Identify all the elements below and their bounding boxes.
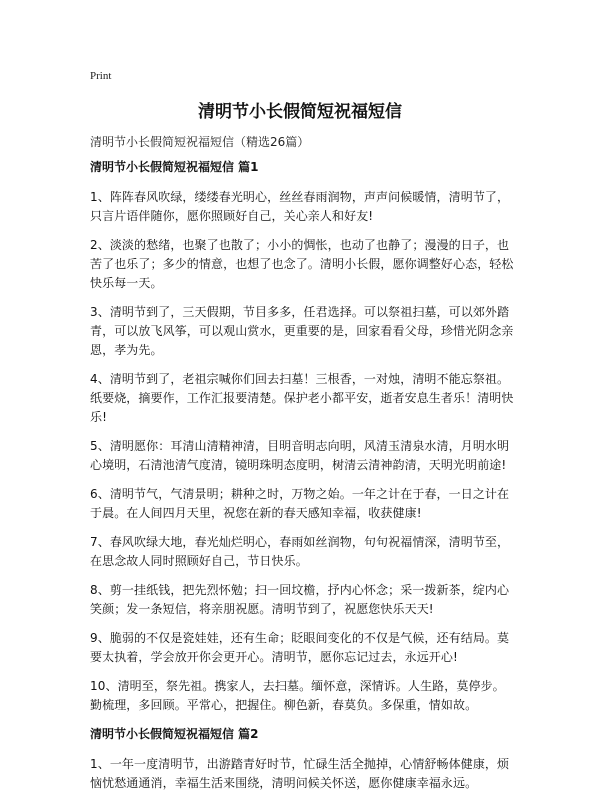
- paragraph: 4、清明节到了，老祖宗喊你们回去扫墓！三根香，一对烛，清明不能忘祭祖。纸要烧，摘要作，工作汇报要清楚。保护老小都平安，逝者安息生者乐！清明快乐!: [90, 372, 514, 424]
- paragraph: 6、清明节气，气清景明；耕种之时，万物之始。一年之计在于春，一日之计在于晨。在人间四月天里，祝您在新的春天感知幸福，收获健康!: [90, 487, 510, 520]
- paragraph: 9、脆弱的不仅是瓷娃娃，还有生命；眨眼间变化的不仅是气候，还有结局。莫要太执着，学会放开你会更开心。清明节，愿你忘记过去，永远开心!: [90, 631, 510, 664]
- paragraph: 1、一年一度清明节，出游踏青好时节，忙碌生活全抛掉，心情舒畅体健康，烦恼忧愁通通消，幸福生活来围绕，清明问候关怀送，愿你健康幸福永远。: [90, 757, 510, 790]
- section-heading: 清明节小长假简短祝福短信 篇1: [90, 160, 259, 174]
- document-subtitle: 清明节小长假简短祝福短信（精选26篇）: [90, 135, 310, 149]
- paragraph: 5、清明愿你：耳清山清精神清，目明音明志向明，风清玉清泉水清，月明水明心境明，石清池清气度清，镜明珠明态度明，树清云清神韵清，天明光明前途!: [90, 439, 510, 472]
- paragraph: 10、清明至，祭先祖。携家人，去扫墓。缅怀意，深情诉。人生路，莫停步。勤梳理，多回顾。平常心，把握住。柳色新，春莫负。多保重，情如故。: [90, 679, 505, 712]
- paragraph: 8、剪一挂纸钱，把先烈怀勉；扫一回坟檐，抒内心怀念；采一拨新茶，绽内心笑颜；发一条短信，将亲朋祝愿。清明节到了，祝愿您快乐天天!: [90, 583, 510, 616]
- page-title: 清明节小长假简短祝福短信: [198, 102, 402, 122]
- paragraph: 3、清明节到了，三天假期，节目多多，任君选择。可以祭祖扫墓，可以郊外踏青，可以放飞风筝，可以观山赏水，更重要的是，回家看看父母，珍惜光阴念亲恩，孝为先。: [90, 305, 514, 357]
- paragraph: 7、春风吹绿大地，春光灿烂明心，春雨如丝润物，句句祝福情深，清明节至，在思念故人同时照顾好自己，节日快乐。: [90, 535, 510, 568]
- print-label: Print: [90, 70, 112, 82]
- section-2: [90, 725, 515, 793]
- section-heading: 清明节小长假简短祝福短信 篇2: [90, 727, 259, 741]
- section-1: [90, 158, 515, 715]
- paragraph: 1、阵阵春风吹绿，缕缕春光明心，丝丝春雨润物，声声问候暖情，清明节了，只言片语伴随你，愿你照顾好自己，关心亲人和好友!: [90, 190, 510, 223]
- paragraph: 2、淡淡的愁绪，也聚了也散了；小小的惆怅，也动了也静了；漫漫的日子，也苦了也乐了；多少的情意，也想了也念了。清明小长假，愿你调整好心态，轻松快乐每一天。: [90, 238, 514, 290]
- document-content: [90, 158, 515, 803]
